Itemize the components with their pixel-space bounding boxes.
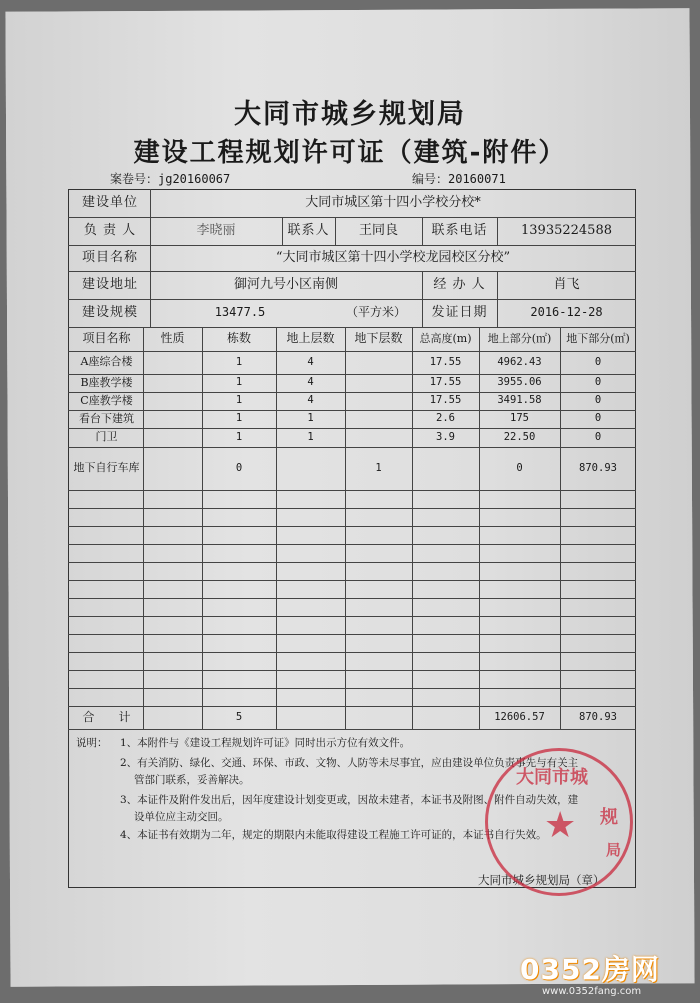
serial-number: 编号：20160071 (412, 172, 506, 186)
total-above-area: 12606.57 (494, 710, 545, 723)
table-cell: 0 (235, 461, 243, 474)
seal-right-text: 规 (600, 807, 618, 828)
contact-value: 王同良 (358, 222, 398, 238)
th-below-area: 地下部分(㎡) (566, 331, 630, 345)
date-label: 发证日期 (431, 304, 488, 320)
table-cell (143, 447, 202, 490)
note-4: 4、本证书有效期为二年，规定的期限内未能取得建设工程施工许可证的，本证书自行失效。 (120, 829, 547, 841)
table-cell: 4 (307, 355, 314, 368)
total-below-area: 870.93 (579, 710, 617, 723)
table-cell: 地下自行车库 (73, 461, 140, 475)
table-cell: 17.55 (429, 394, 462, 407)
watermark-url: www.0352fang.com (542, 986, 642, 997)
table-cell: 1 (307, 412, 314, 425)
table-cell: 门卫 (95, 430, 118, 444)
table-cell: 175 (510, 412, 529, 425)
site-watermark (520, 948, 660, 997)
table-cell: 1 (235, 376, 243, 389)
table-cell: 4 (307, 376, 314, 389)
note-3-cont: 设单位应主动交回。 (134, 811, 229, 823)
table-cell: 17.55 (429, 355, 462, 368)
note-3: 3、本证件及附件发出后，因年度建设计划变更或，因故未建者，本证书及附图、附件自动失效，建 (120, 794, 579, 806)
table-cell: 1 (235, 430, 243, 443)
issuer-title: 大同市城乡规划局 (234, 99, 466, 130)
th-name: 项目名称 (82, 331, 131, 346)
th-nature: 性质 (160, 331, 185, 346)
owner-value: 李晓丽 (196, 222, 236, 238)
table-cell: 22.50 (503, 430, 536, 443)
table-cell: B座教学楼 (80, 375, 133, 389)
table-cell: 1 (375, 461, 382, 474)
table-cell (143, 351, 202, 374)
phone-value: 13935224588 (521, 222, 612, 238)
table-cell (345, 351, 412, 374)
table-cell (345, 392, 412, 410)
table-cell: 3.9 (436, 430, 455, 443)
unit-value: 大同市城区第十四小学校分校* (305, 194, 481, 210)
address-value: 御河九号小区南侧 (233, 276, 338, 292)
address-label: 建设地址 (81, 276, 138, 292)
scale-label: 建设规模 (81, 304, 138, 320)
table-cell: C座教学楼 (80, 393, 133, 407)
table-cell: 1 (307, 430, 314, 443)
table-cell: 0 (594, 412, 602, 425)
table-cell (143, 392, 202, 410)
th-count: 栋数 (226, 331, 251, 346)
table-cell: 1 (235, 394, 243, 407)
th-below-floors: 地下层数 (354, 331, 403, 346)
table-cell: 870.93 (579, 461, 617, 474)
star-icon: ★ (544, 805, 577, 846)
date-value: 2016-12-28 (530, 305, 603, 320)
table-cell: 4 (307, 394, 314, 407)
note-2: 2、有关消防、绿化、交通、环保、市政、文物、人防等未尽事宜，应由建设单位负责事先与有关主 (120, 757, 579, 769)
project-label: 项目名称 (81, 249, 138, 265)
issuer-signature: 大同市城乡规划局（章） (478, 873, 605, 887)
scale-value: 13477.5 (214, 305, 266, 320)
table-cell: 0 (594, 376, 602, 389)
table-cell: 3955.06 (497, 376, 542, 389)
table-cell (143, 410, 202, 428)
watermark-brand: 0352房网 (520, 953, 660, 986)
notes-label: 说明： (76, 737, 108, 749)
table-cell: 0 (594, 430, 602, 443)
note-2-cont: 管部门联系，妥善解决。 (134, 774, 250, 786)
table-cell (276, 447, 345, 490)
contact-label: 联系人 (287, 222, 330, 238)
handler-value: 肖飞 (553, 276, 580, 292)
table-cell: 0 (594, 355, 602, 368)
table-cell: 4962.43 (497, 355, 542, 368)
table-cell: 看台下建筑 (79, 411, 134, 425)
scale-unit: （平方米） (345, 305, 406, 320)
table-cell (412, 447, 479, 490)
table-cell: 0 (594, 394, 602, 407)
th-above-area: 地上部分(㎡) (487, 331, 552, 345)
project-value: “大同市城区第十四小学校龙园校区分校” (275, 249, 511, 265)
case-number: 案卷号：jg20160067 (110, 172, 231, 186)
table-cell: 2.6 (436, 412, 455, 425)
unit-label: 建设单位 (81, 194, 138, 210)
table-cell: 0 (516, 461, 523, 474)
note-1: 1、本附件与《建设工程规划许可证》同时出示方位有效文件。 (120, 737, 411, 749)
table-cell (345, 374, 412, 392)
handler-label: 经 办 人 (433, 276, 486, 292)
table-cell: A座综合楼 (80, 355, 133, 369)
total-count: 5 (235, 710, 243, 723)
owner-label: 负 责 人 (83, 222, 137, 238)
table-cell: 3491.58 (497, 394, 542, 407)
seal-top-text: 大同市城 (516, 767, 588, 788)
table-cell: 1 (235, 355, 243, 368)
table-cell (345, 410, 412, 428)
official-seal (485, 748, 633, 896)
th-above-floors: 地上层数 (286, 331, 335, 346)
table-cell: 1 (235, 412, 243, 425)
table-cell (345, 428, 412, 447)
total-label: 合 计 (82, 709, 131, 724)
phone-label: 联系电话 (431, 222, 488, 238)
table-cell (143, 374, 202, 392)
table-cell: 17.55 (429, 376, 462, 389)
table-cell (143, 428, 202, 447)
seal-bottom-text: 局 (606, 841, 622, 859)
permit-title: 建设工程规划许可证（建筑-附件） (133, 138, 567, 168)
th-height: 总高度(m) (419, 331, 472, 345)
